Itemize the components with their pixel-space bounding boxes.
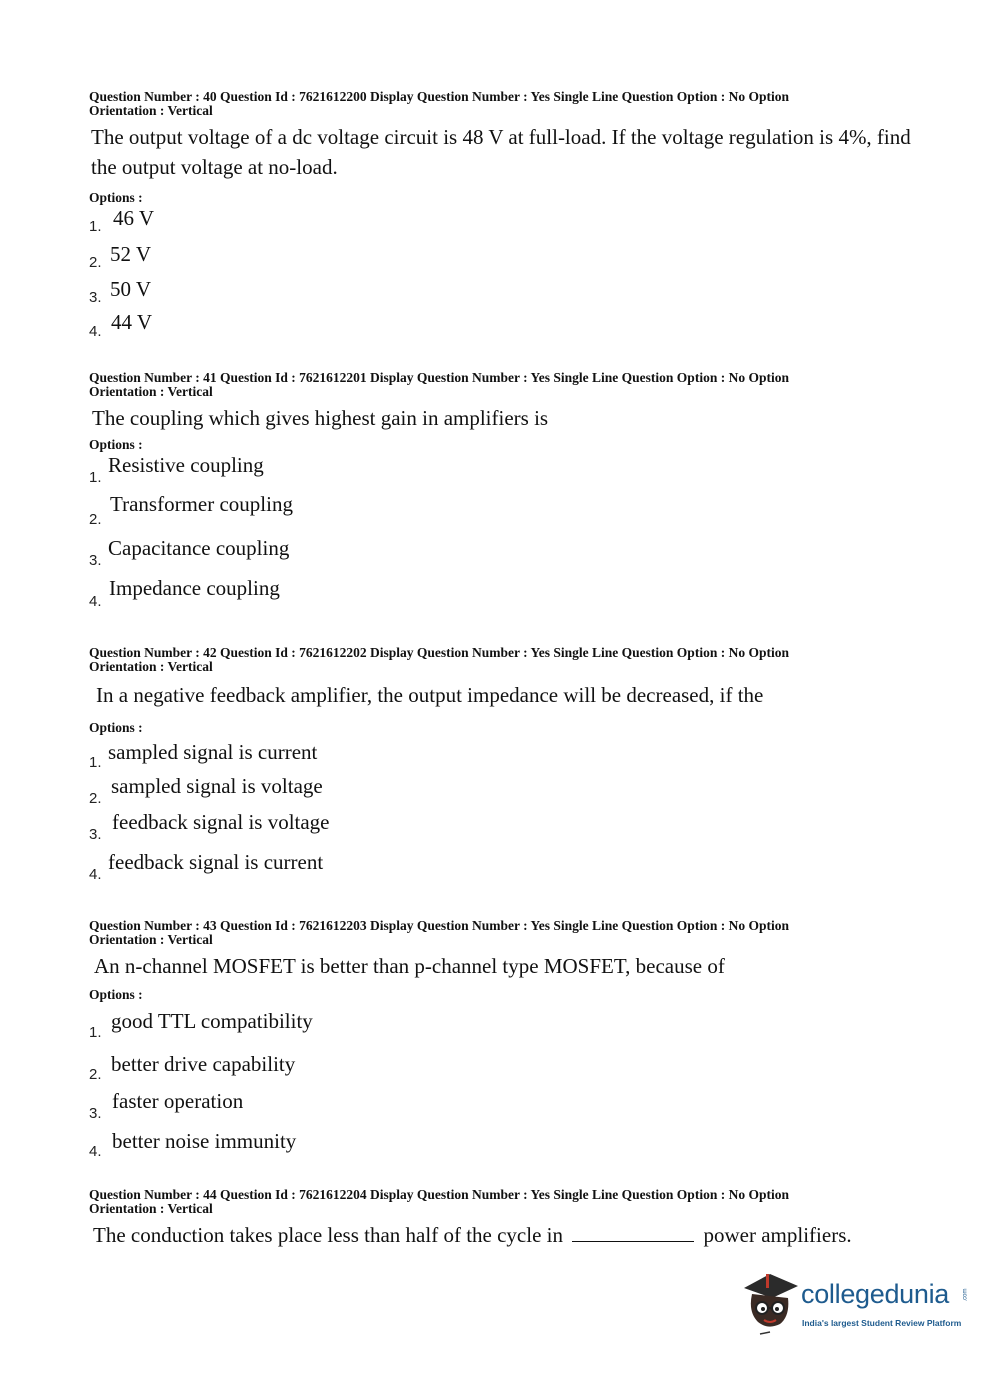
question-43 xyxy=(89,918,924,1160)
logo-tagline: India's largest Student Review Platform xyxy=(802,1318,962,1328)
answer-blank xyxy=(572,1223,694,1242)
logo-suffix: .com xyxy=(962,1288,969,1302)
question-meta: Question Number : 42 Question Id : 7621612202 Display Question Number : Yes Single Line Question Option : No Option Orientation : Vertical xyxy=(89,645,789,674)
options-list: 1. 46 V 2. 52 V 3. 50 V 4. 44 V xyxy=(89,206,155,340)
question-41 xyxy=(89,371,922,613)
question-text: An n-channel MOSFET is better than p-channel type MOSFET, because of xyxy=(94,954,725,978)
options-label: Options : xyxy=(89,720,143,735)
graduate-mascot-icon xyxy=(740,1268,802,1338)
question-text: The conduction takes place less than half of the cycle in power amplifiers. xyxy=(93,1223,852,1247)
question-44 xyxy=(89,1188,923,1250)
options-label: Options : xyxy=(89,190,143,205)
question-meta: Question Number : 44 Question Id : 7621612204 Display Question Number : Yes Single Line Question Option : No Option Orientation : Vertical xyxy=(89,1187,789,1216)
question-meta: Question Number : 41 Question Id : 7621612201 Display Question Number : Yes Single Line Question Option : No Option Orientation : Vertical xyxy=(89,370,789,399)
options-label: Options : xyxy=(89,987,143,1002)
options-list: 1. sampled signal is current 2. sampled signal is voltage 3. feedback signal is voltage 4. feedback signal is current xyxy=(89,740,330,883)
options-list: 1. Resistive coupling 2. Transformer coupling 3. Capacitance coupling 4. Impedance coupling xyxy=(89,453,293,610)
question-text: The output voltage of a dc voltage circuit is 48 V at full-load. If the voltage regulation is 4%, find the output voltage at no-load. xyxy=(91,125,911,179)
question-meta: Question Number : 43 Question Id : 7621612203 Display Question Number : Yes Single Line Question Option : No Option Orientation : Vertical xyxy=(89,918,789,947)
options-label: Options : xyxy=(89,437,143,452)
collegedunia-logo xyxy=(740,1268,980,1338)
logo-wordmark: collegedunia xyxy=(801,1279,950,1309)
question-meta: Question Number : 40 Question Id : 7621612200 Display Question Number : Yes Single Line Question Option : No Option Orientation : Vertical xyxy=(89,89,789,118)
question-40 xyxy=(89,90,921,346)
question-text: In a negative feedback amplifier, the output impedance will be decreased, if the xyxy=(96,683,764,707)
question-text: The coupling which gives highest gain in amplifiers is xyxy=(92,406,549,430)
question-42 xyxy=(89,646,926,886)
options-list: 1. good TTL compatibility 2. better drive capability 3. faster operation 4. better noise immunity xyxy=(89,1009,313,1160)
